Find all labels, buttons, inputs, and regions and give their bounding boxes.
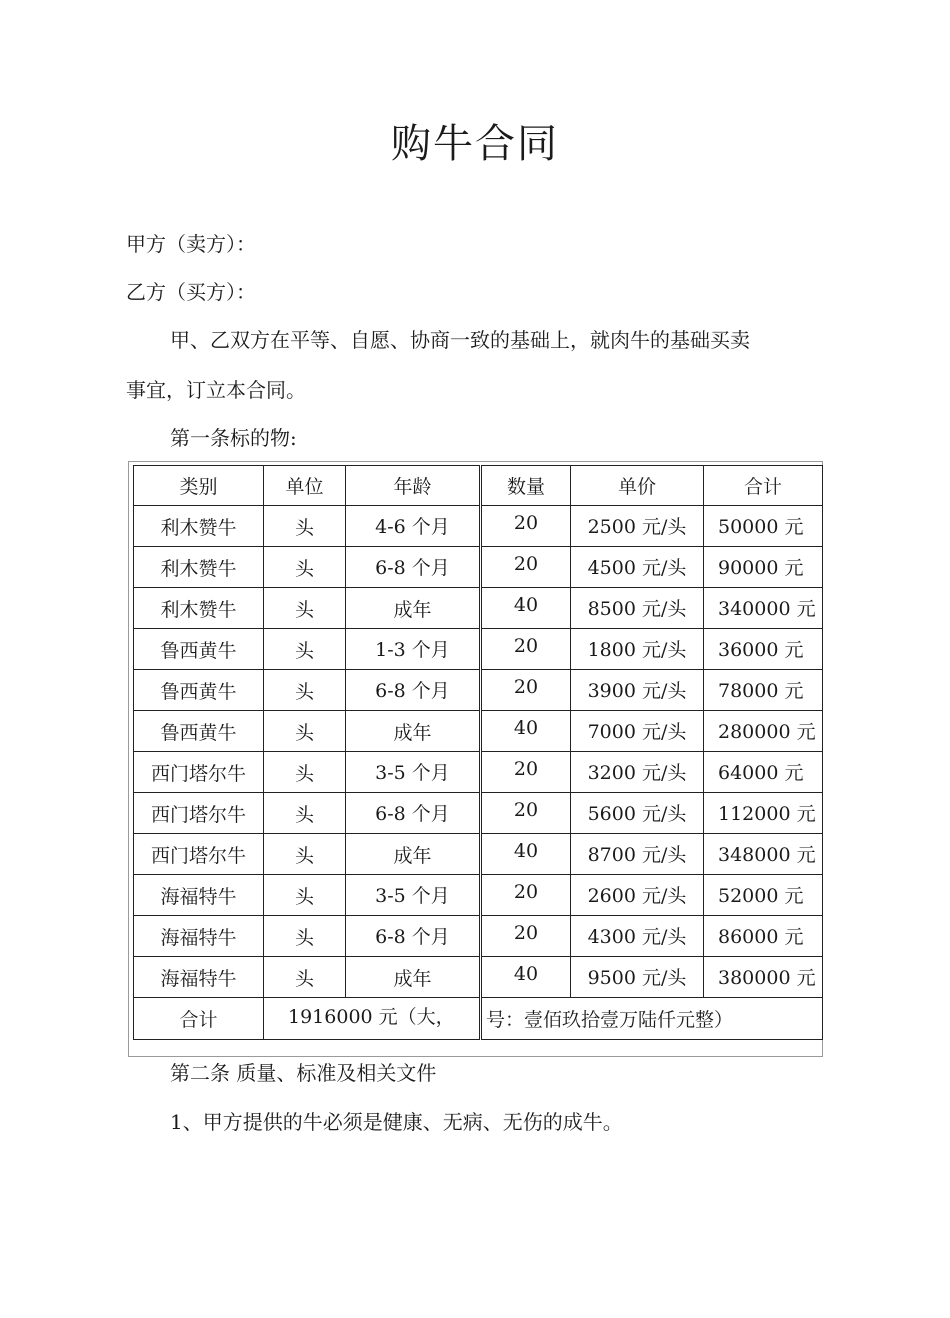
table-row [134, 547, 823, 588]
cell-type: 海福特牛 [134, 957, 264, 998]
table-row [134, 916, 823, 957]
total-amount-in-words: 号：壹佰玖拾壹万陆仟元整） [481, 998, 823, 1040]
cell-unit-price: 8700 元/头 [571, 834, 704, 875]
cell-unit-price: 3200 元/头 [571, 752, 704, 793]
cell-unit: 头 [264, 670, 346, 711]
cell-age: 6-8 个月 [346, 670, 481, 711]
cell-quantity: 40 [481, 711, 571, 752]
cell-unit: 头 [264, 752, 346, 793]
cell-quantity: 20 [481, 752, 571, 793]
cell-unit-price: 4500 元/头 [571, 547, 704, 588]
cell-type: 鲁西黄牛 [134, 711, 264, 752]
cell-type: 利木赞牛 [134, 547, 264, 588]
table-row [134, 752, 823, 793]
header-cell-total: 合计 [704, 466, 823, 506]
table-header-row [134, 466, 823, 506]
cell-unit: 头 [264, 793, 346, 834]
article-1-heading: 第一条标的物: [170, 426, 297, 450]
cell-unit-price: 7000 元/头 [571, 711, 704, 752]
cell-total: 78000 元 [704, 670, 823, 711]
clause-1-text: 1、甲方提供的牛必须是健康、无病、无伤的成牛。 [170, 1110, 623, 1134]
cell-age: 成年 [346, 711, 481, 752]
party-b-line: 乙方（买方）： [126, 280, 256, 304]
header-cell-unit-price: 单价 [571, 466, 704, 506]
cell-age: 3-5 个月 [346, 752, 481, 793]
total-amount-figure: 1916000 元（大， [264, 998, 481, 1040]
table-row [134, 506, 823, 547]
cell-unit: 头 [264, 957, 346, 998]
cell-age: 6-8 个月 [346, 547, 481, 588]
cell-quantity: 20 [481, 506, 571, 547]
cell-type: 鲁西黄牛 [134, 670, 264, 711]
cell-quantity: 40 [481, 957, 571, 998]
cell-unit-price: 4300 元/头 [571, 916, 704, 957]
cell-total: 86000 元 [704, 916, 823, 957]
cell-quantity: 20 [481, 629, 571, 670]
cell-quantity: 20 [481, 670, 571, 711]
table-row [134, 875, 823, 916]
article-2-heading: 第二条 质量、标准及相关文件 [170, 1061, 437, 1085]
cell-age: 6-8 个月 [346, 916, 481, 957]
cell-quantity: 20 [481, 793, 571, 834]
cell-total: 50000 元 [704, 506, 823, 547]
header-cell-type: 类别 [134, 466, 264, 506]
cell-quantity: 40 [481, 834, 571, 875]
table-row [134, 834, 823, 875]
cell-total: 348000 元 [704, 834, 823, 875]
document-title: 购牛合同 [391, 121, 559, 167]
cell-unit: 头 [264, 711, 346, 752]
cell-type: 西门塔尔牛 [134, 752, 264, 793]
cell-age: 成年 [346, 588, 481, 629]
header-cell-unit: 单位 [264, 466, 346, 506]
cell-quantity: 20 [481, 875, 571, 916]
cell-quantity: 20 [481, 916, 571, 957]
total-label: 合计 [134, 998, 264, 1040]
party-a-line: 甲方（卖方）： [126, 232, 256, 256]
header-cell-quantity: 数量 [481, 466, 571, 506]
cell-total: 280000 元 [704, 711, 823, 752]
table-row [134, 957, 823, 998]
cell-unit: 头 [264, 547, 346, 588]
cell-total: 90000 元 [704, 547, 823, 588]
cell-total: 36000 元 [704, 629, 823, 670]
intro-paragraph-line-2: 事宜，订立本合同。 [126, 378, 306, 402]
cell-quantity: 40 [481, 588, 571, 629]
cell-age: 4-6 个月 [346, 506, 481, 547]
table-row [134, 670, 823, 711]
header-cell-age: 年龄 [346, 466, 481, 506]
cell-unit: 头 [264, 588, 346, 629]
cell-age: 3-5 个月 [346, 875, 481, 916]
table-row [134, 588, 823, 629]
table-row [134, 711, 823, 752]
cell-unit-price: 5600 元/头 [571, 793, 704, 834]
cell-total: 112000 元 [704, 793, 823, 834]
cell-unit: 头 [264, 916, 346, 957]
cell-total: 64000 元 [704, 752, 823, 793]
cell-unit-price: 2600 元/头 [571, 875, 704, 916]
cell-unit: 头 [264, 875, 346, 916]
table-row [134, 629, 823, 670]
cell-unit: 头 [264, 506, 346, 547]
cell-type: 西门塔尔牛 [134, 793, 264, 834]
intro-paragraph-line-1: 甲、乙双方在平等、自愿、协商一致的基础上，就肉牛的基础买卖 [170, 328, 750, 352]
cell-type: 海福特牛 [134, 916, 264, 957]
cell-unit-price: 3900 元/头 [571, 670, 704, 711]
cell-age: 成年 [346, 957, 481, 998]
cell-quantity: 20 [481, 547, 571, 588]
table-total-row [134, 998, 823, 1040]
cell-unit-price: 9500 元/头 [571, 957, 704, 998]
cell-total: 52000 元 [704, 875, 823, 916]
cell-age: 成年 [346, 834, 481, 875]
cell-type: 海福特牛 [134, 875, 264, 916]
livestock-table [133, 465, 823, 1040]
cell-type: 西门塔尔牛 [134, 834, 264, 875]
cell-unit-price: 8500 元/头 [571, 588, 704, 629]
cell-age: 1-3 个月 [346, 629, 481, 670]
cell-unit-price: 1800 元/头 [571, 629, 704, 670]
cell-total: 340000 元 [704, 588, 823, 629]
cell-type: 鲁西黄牛 [134, 629, 264, 670]
cell-unit: 头 [264, 629, 346, 670]
cell-unit: 头 [264, 834, 346, 875]
cell-unit-price: 2500 元/头 [571, 506, 704, 547]
cell-age: 6-8 个月 [346, 793, 481, 834]
cell-total: 380000 元 [704, 957, 823, 998]
table-row [134, 793, 823, 834]
cell-type: 利木赞牛 [134, 588, 264, 629]
cell-type: 利木赞牛 [134, 506, 264, 547]
